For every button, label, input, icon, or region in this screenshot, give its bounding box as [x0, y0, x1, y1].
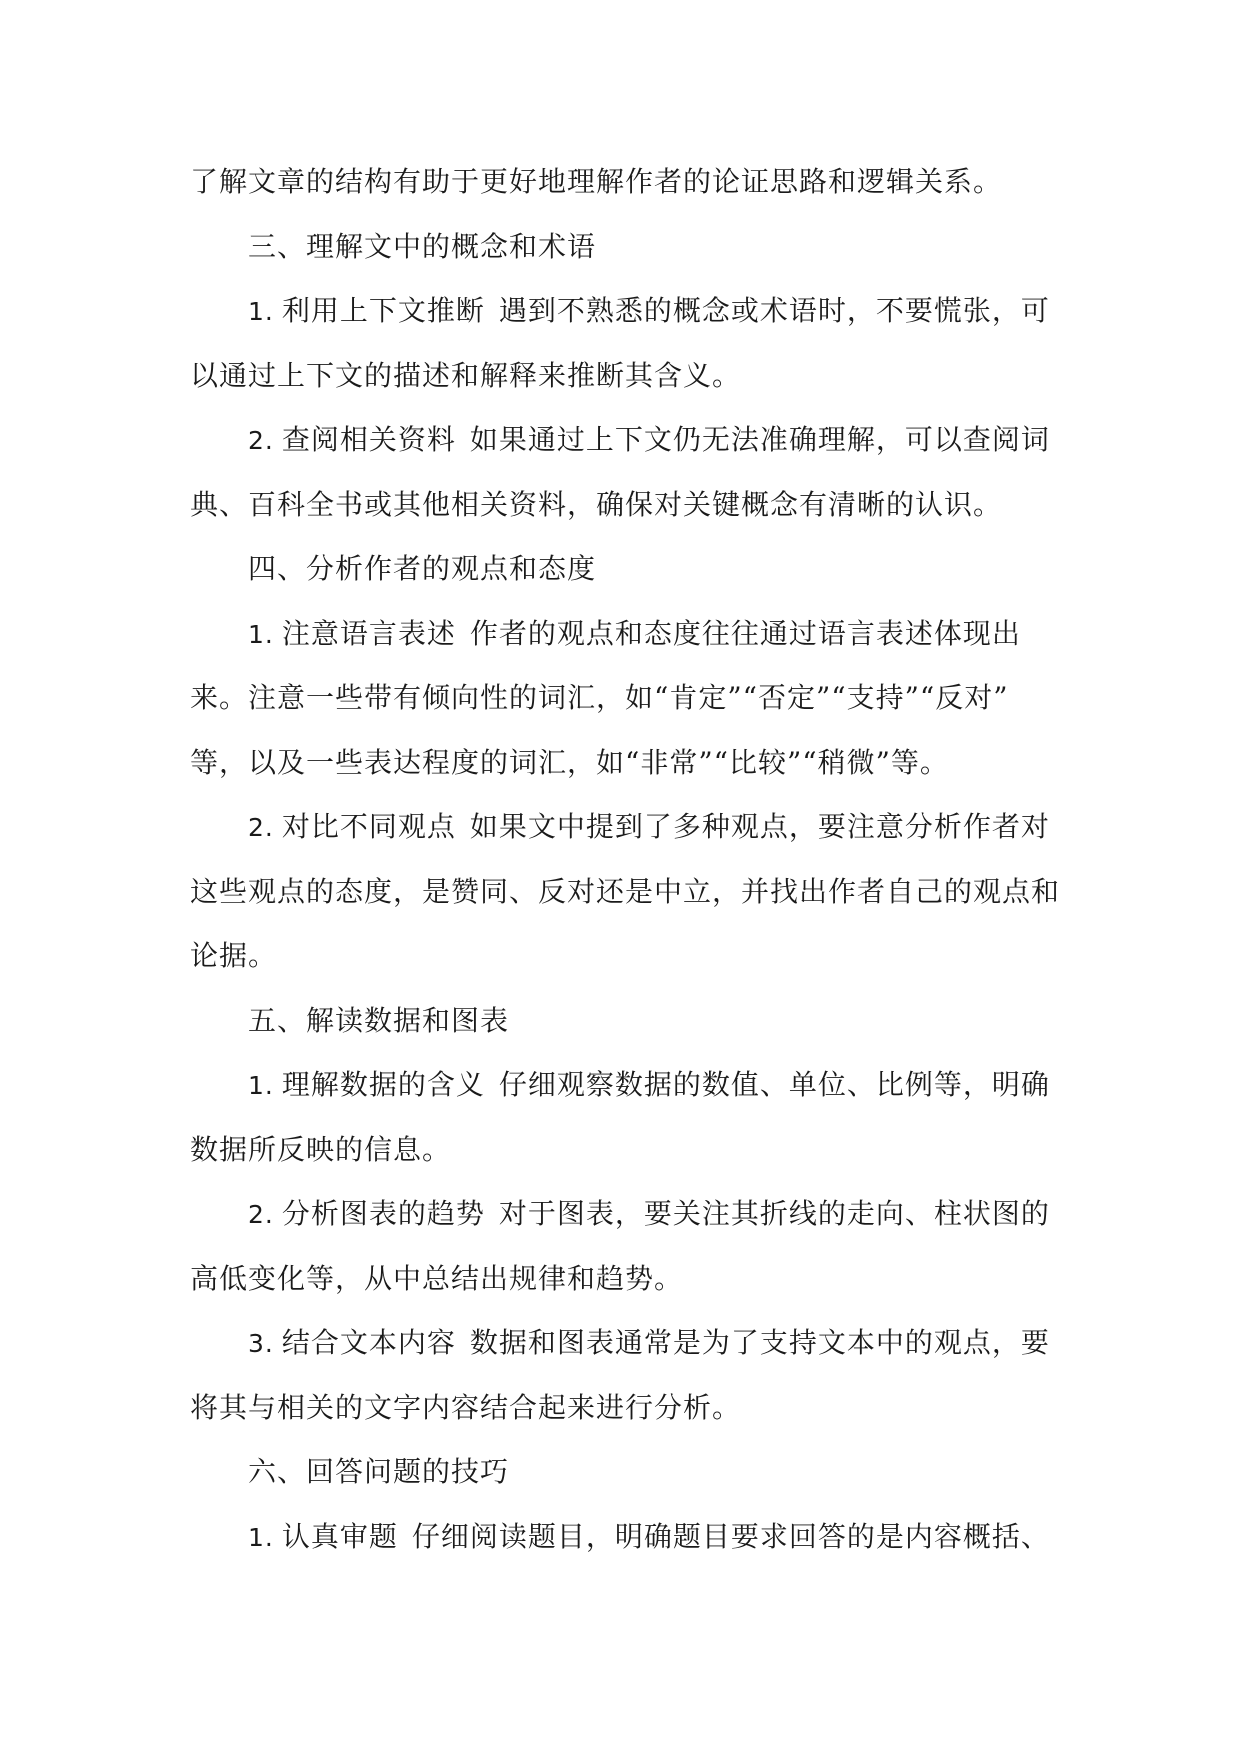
list-item-term: 注意语言表述: [281, 616, 456, 650]
list-item-4-2: [190, 795, 1060, 860]
list-number: 2.: [248, 1200, 274, 1229]
list-item-5-1: [190, 1053, 1060, 1118]
list-number: 2.: [248, 813, 274, 842]
list-item-term: 结合文本内容: [281, 1326, 456, 1359]
list-item-term: 分析图表的趋势: [281, 1197, 485, 1230]
document-body: [190, 150, 1060, 1569]
list-number: 2.: [248, 426, 274, 455]
section-heading-6: 六、回答问题的技巧: [248, 1455, 510, 1488]
list-item-text: 如果文中提到了多种观点，要注意分析作者对: [469, 810, 1050, 843]
list-item-3-2: [190, 408, 1060, 473]
paragraph-line: 来。注意一些带有倾向性的词汇，如“肯定”“否定”“支持”“反对”: [190, 681, 1009, 714]
list-item-term: 认真审题: [281, 1519, 398, 1553]
list-item-6-1: [190, 1505, 1060, 1570]
list-item-term: 对比不同观点: [281, 810, 456, 843]
list-number: 1.: [248, 297, 274, 326]
list-number: 1.: [248, 619, 274, 649]
list-item-term: 理解数据的含义: [281, 1068, 485, 1101]
list-item-3-1: [190, 279, 1060, 344]
list-item-text: 遇到不熟悉的概念或术语时，不要慌张，可: [498, 294, 1050, 327]
paragraph-line: 了解文章的结构有助于更好地理解作者的论证思路和逻辑关系。: [190, 165, 1003, 198]
section-heading-4: 四、分析作者的观点和态度: [248, 552, 597, 585]
list-item-5-2: [190, 1182, 1060, 1247]
list-number: 1.: [248, 1522, 274, 1552]
paragraph-line: 高低变化等，从中总结出规律和趋势。: [190, 1261, 684, 1295]
paragraph-line: 以通过上下文的描述和解释来推断其含义。: [190, 358, 742, 392]
paragraph-line: 将其与相关的文字内容结合起来进行分析。: [190, 1390, 742, 1424]
list-item-text: 仔细观察数据的数值、单位、比例等，明确: [498, 1068, 1050, 1101]
list-item-5-3: [190, 1311, 1060, 1376]
paragraph-line: 论据。: [190, 939, 278, 972]
section-heading-3: 三、理解文中的概念和术语: [248, 229, 597, 263]
paragraph-line: 数据所反映的信息。: [190, 1132, 452, 1166]
list-number: 3.: [248, 1329, 274, 1358]
list-number: 1.: [248, 1071, 274, 1100]
list-item-term: 利用上下文推断: [281, 294, 485, 327]
list-item-text: 数据和图表通常是为了支持文本中的观点，要: [469, 1326, 1050, 1359]
list-item-text: 对于图表，要关注其折线的走向、柱状图的: [498, 1197, 1050, 1230]
list-item-text: 如果通过上下文仍无法准确理解，可以查阅词: [469, 423, 1050, 456]
list-item-term: 查阅相关资料: [281, 423, 456, 456]
paragraph-line: 典、百科全书或其他相关资料，确保对关键概念有清晰的认识。: [190, 487, 1003, 521]
list-item-text: 作者的观点和态度往往通过语言表述体现出: [469, 616, 1021, 650]
section-heading-5: 五、解读数据和图表: [248, 1003, 510, 1037]
paragraph-line: 这些观点的态度，是赞同、反对还是中立，并找出作者自己的观点和: [190, 874, 1061, 908]
list-item-text: 仔细阅读题目，明确题目要求回答的是内容概括、: [411, 1519, 1050, 1553]
paragraph-line: 等，以及一些表达程度的词汇，如“非常”“比较”“稍微”等。: [190, 745, 949, 779]
list-item-4-1: [190, 602, 1060, 667]
